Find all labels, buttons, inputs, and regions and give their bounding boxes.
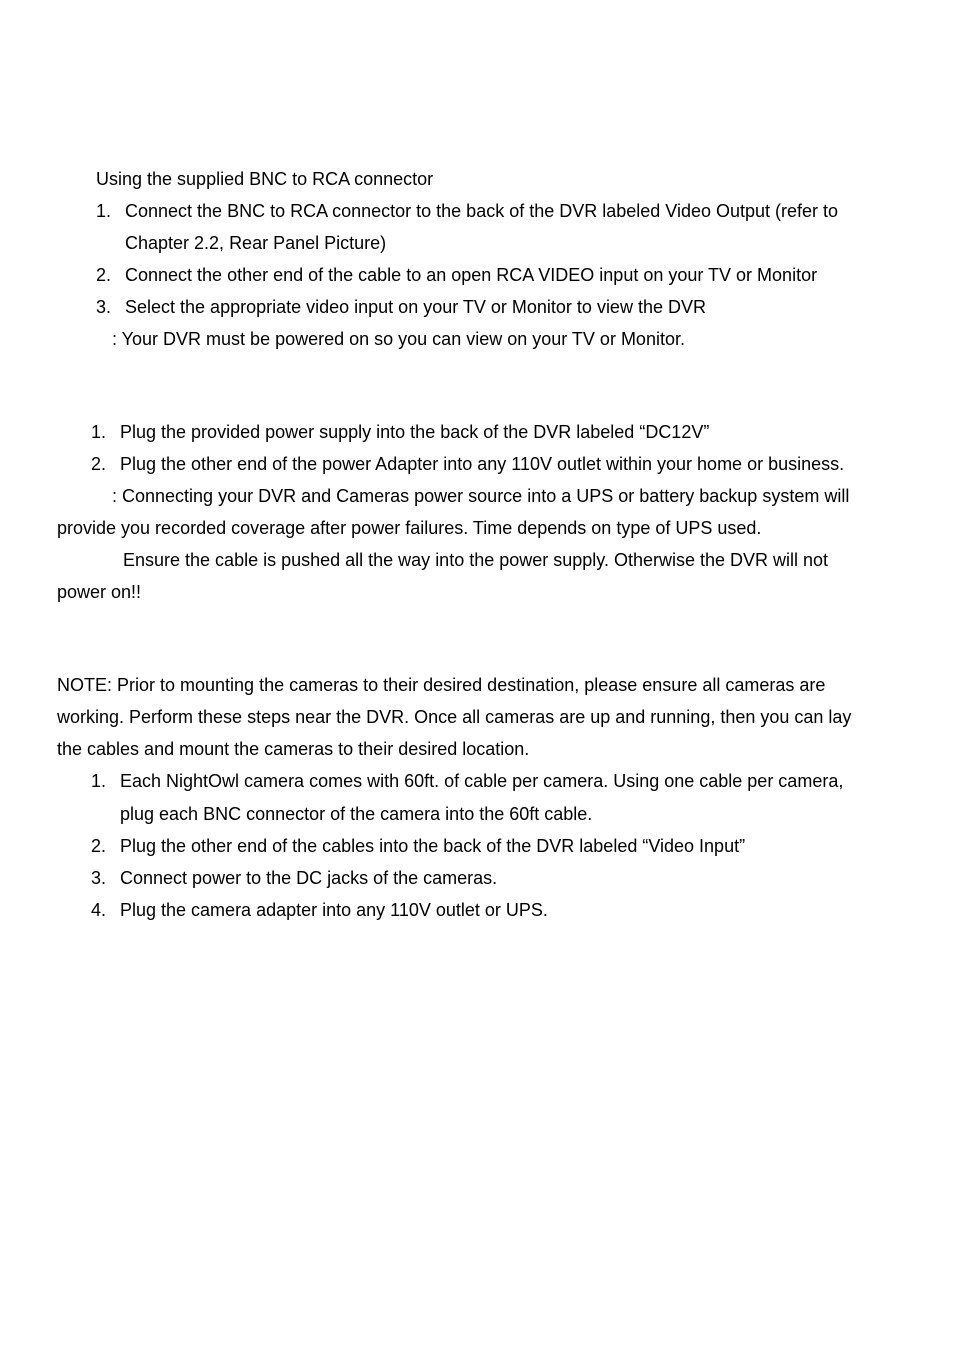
- video-note: : Your DVR must be powered on so you can view on your TV or Monitor.: [112, 329, 685, 349]
- video-step-3-line-1: Select the appropriate video input on your TV or Monitor to view the DVR: [125, 297, 706, 317]
- camera-step-1-line-1: Each NightOwl camera comes with 60ft. of cable per camera. Using one cable per camera,: [120, 771, 844, 791]
- power-step-2-number: 2.: [91, 454, 107, 474]
- power-tip-line-1: : Connecting your DVR and Cameras power source into a UPS or battery backup system will: [112, 486, 850, 506]
- camera-note-line-3: the cables and mount the cameras to their desired location.: [57, 739, 530, 759]
- power-tip-line-2: provide you recorded coverage after power failures. Time depends on type of UPS used.: [57, 518, 762, 538]
- power-step-1-line-1: Plug the provided power supply into the back of the DVR labeled “DC12V”: [120, 422, 710, 442]
- camera-note-line-2: working. Perform these steps near the DVR. Once all cameras are up and running, then you can lay: [57, 707, 852, 727]
- power-warning-line-2: power on!!: [57, 582, 142, 602]
- power-warning-line-1: Ensure the cable is pushed all the way into the power supply. Otherwise the DVR will not: [123, 550, 829, 570]
- video-step-2-line-1: Connect the other end of the cable to an open RCA VIDEO input on your TV or Monitor: [125, 265, 818, 285]
- video-step-1-line-2: Chapter 2.2, Rear Panel Picture): [125, 233, 387, 253]
- camera-step-1-number: 1.: [91, 771, 107, 791]
- camera-step-3-line-1: Connect power to the DC jacks of the cameras.: [120, 868, 498, 888]
- power-step-2-line-1: Plug the other end of the power Adapter into any 110V outlet within your home or business.: [120, 454, 845, 474]
- camera-step-3-number: 3.: [91, 868, 107, 888]
- camera-step-1-line-2: plug each BNC connector of the camera into the 60ft cable.: [120, 804, 593, 824]
- camera-step-4-line-1: Plug the camera adapter into any 110V outlet or UPS.: [120, 900, 548, 920]
- camera-note-line-1: NOTE: Prior to mounting the cameras to their desired destination, please ensure all cameras are: [57, 675, 826, 695]
- video-step-1-line-1: Connect the BNC to RCA connector to the back of the DVR labeled Video Output (refer to: [125, 201, 839, 221]
- camera-step-2-number: 2.: [91, 836, 107, 856]
- power-step-1-number: 1.: [91, 422, 107, 442]
- camera-step-2-line-1: Plug the other end of the cables into the back of the DVR labeled “Video Input”: [120, 836, 746, 856]
- video-intro: Using the supplied BNC to RCA connector: [96, 169, 434, 189]
- video-step-3-number: 3.: [96, 297, 112, 317]
- video-step-1-number: 1.: [96, 201, 112, 221]
- camera-step-4-number: 4.: [91, 900, 107, 920]
- video-step-2-number: 2.: [96, 265, 112, 285]
